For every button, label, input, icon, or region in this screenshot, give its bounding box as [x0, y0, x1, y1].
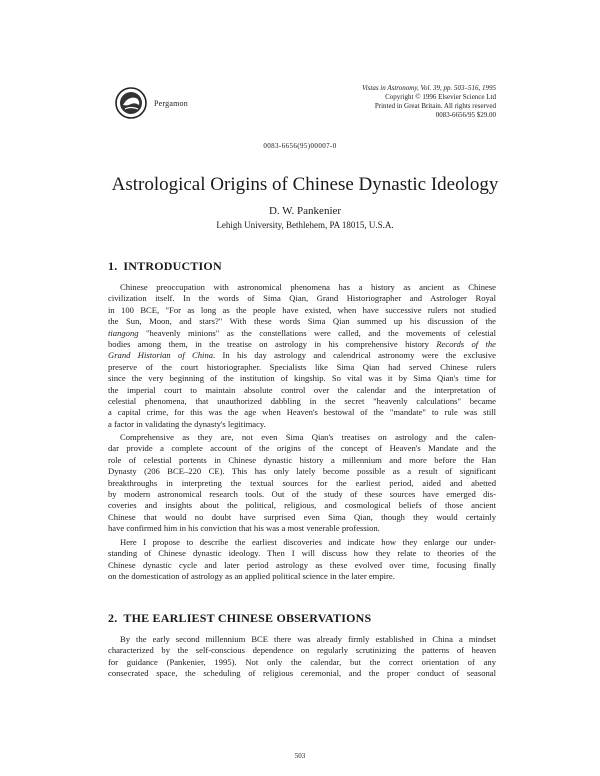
page-number: 503 [294, 752, 306, 760]
text-line: civilization itself. In the words of Sima Qian, Grand Historiographer and Astrologer Royal [108, 293, 496, 304]
text-line: Here I propose to describe the earliest discoveries and indicate how they enlarge our under- [120, 537, 496, 547]
text-line: celestial phenomena, that unauthorized dabbling in the secret "heavenly calculations" became [108, 396, 496, 407]
text-line: coveries and insights about the political, religious, and cosmological beliefs of those ancient [108, 500, 496, 511]
text-line: Chinese that would no doubt have surprised even Sima Qian, though they would certainly [108, 511, 496, 522]
publisher-name: Pergamon [154, 99, 188, 108]
author-affiliation: Lehigh University, Bethlehem, PA 18015, U.S.A. [216, 220, 394, 230]
section-heading [108, 611, 371, 626]
article-title: Astrological Origins of Chinese Dynastic Ideology [111, 174, 499, 195]
paragraph [108, 634, 496, 680]
journal-citation [300, 84, 496, 120]
text-line: for guidance (Pankenier, 1995). Not only the calendar, but the correct orientation of any [108, 656, 496, 667]
text-line: By the early second millennium BCE there was already firmly established in China a mindset [120, 634, 496, 644]
section-number: 1. [108, 259, 118, 273]
section-heading [108, 259, 222, 274]
text-line: Chinese dynastic cycle and later period astrology as these evolved over time, focusing finally [108, 559, 496, 570]
text-line: standing of Chinese dynastic ideology. Then I will discuss how they relate to theories of the [108, 548, 496, 559]
text-line: dar provide a complete account of the origins of the concept of Heaven's Mandate and the [108, 443, 496, 454]
text-line: Dynasty (206 BCE–220 CE). This has only lately become possible as a result of significant [108, 466, 496, 477]
paragraph [108, 432, 496, 535]
text-line: on the domestication of astrology as an applied political science in the later empire. [108, 571, 395, 582]
text-line: a capital crime, for this was the age when Heaven's bestowal of the "mandate" to rule was still [108, 407, 496, 418]
text-line: Chinese preoccupation with astronomical phenomena has a history as ancient as Chinese [120, 282, 496, 292]
journal-line: Vistas in Astronomy, Vol. 39, pp. 503–516, 1995 [361, 84, 496, 92]
article-author: D. W. Pankenier [268, 205, 342, 217]
journal-line: Printed in Great Britain. All rights reserved [374, 102, 496, 110]
text-line: characterized by the self-conscious dependence on regularly scrutinizing the patterns of heaven [108, 645, 496, 656]
text-line: Grand Historian of China. In his day astrology and calendrical astronomy were the exclusive [108, 350, 496, 361]
text-line: a factor in validating the dynasty's legitimacy. [108, 418, 266, 429]
text-line: breakthroughs in interpreting the textual sources for the earliest period, aided and abetted [108, 477, 496, 488]
italic-term: Records of the [436, 339, 496, 350]
section-number: 2. [108, 611, 118, 625]
paragraph [108, 537, 496, 583]
text-line: the Sun, Moon, and stars?" With these words Sima Qian summed up his discussion of the [108, 316, 496, 327]
journal-line: 0083-6656/95 $29.00 [435, 111, 496, 119]
text-line: preserve of the court historiographer. Specialists like Sima Qian had served Chinese rulers [108, 361, 496, 372]
text-line: consecrated space, the scheduling of religious ceremonial, and the proper conduct of seasonal [108, 668, 496, 679]
journal-line: Copyright © 1996 Elsevier Science Ltd [385, 93, 496, 101]
pergamon-logo-icon [114, 86, 148, 120]
section-title: INTRODUCTION [123, 259, 222, 273]
text-line: tiangong "heavenly minions" as the constellations were called, and the movements of celestial [108, 327, 496, 338]
text-line: have confirmed him in his conviction that his was a most venerable profession. [108, 523, 380, 534]
text-line: in 100 BCE, "For as long as the people have existed, when have successive rulers not studied [108, 304, 496, 315]
text-line: bodies among them, in the treatise on astrology in his comprehensive history Records of the [108, 339, 496, 350]
italic-term: Grand Historian of China [108, 350, 214, 361]
issn-code: 0083-6656(95)00007-0 [263, 142, 337, 150]
text-line: the imperial court to maintain absolute control over the calendar and the interpretation of [108, 384, 496, 395]
text-line: by modern astronomical research tools. Out of the study of these sources have emerged dis- [108, 489, 496, 500]
italic-term: tiangong [108, 327, 139, 338]
text-line: role of celestial portents in Chinese dynastic history a millennium and more before the Han [108, 454, 496, 465]
section-title: THE EARLIEST CHINESE OBSERVATIONS [123, 611, 372, 625]
paragraph [108, 282, 496, 430]
text-line: Comprehensive as they are, not even Sima Qian's treatises on astrology and the calen- [120, 432, 496, 442]
text-line: since the very beginning of the institution of kingship. So vital was it by Sima Qian's time for [108, 373, 496, 384]
